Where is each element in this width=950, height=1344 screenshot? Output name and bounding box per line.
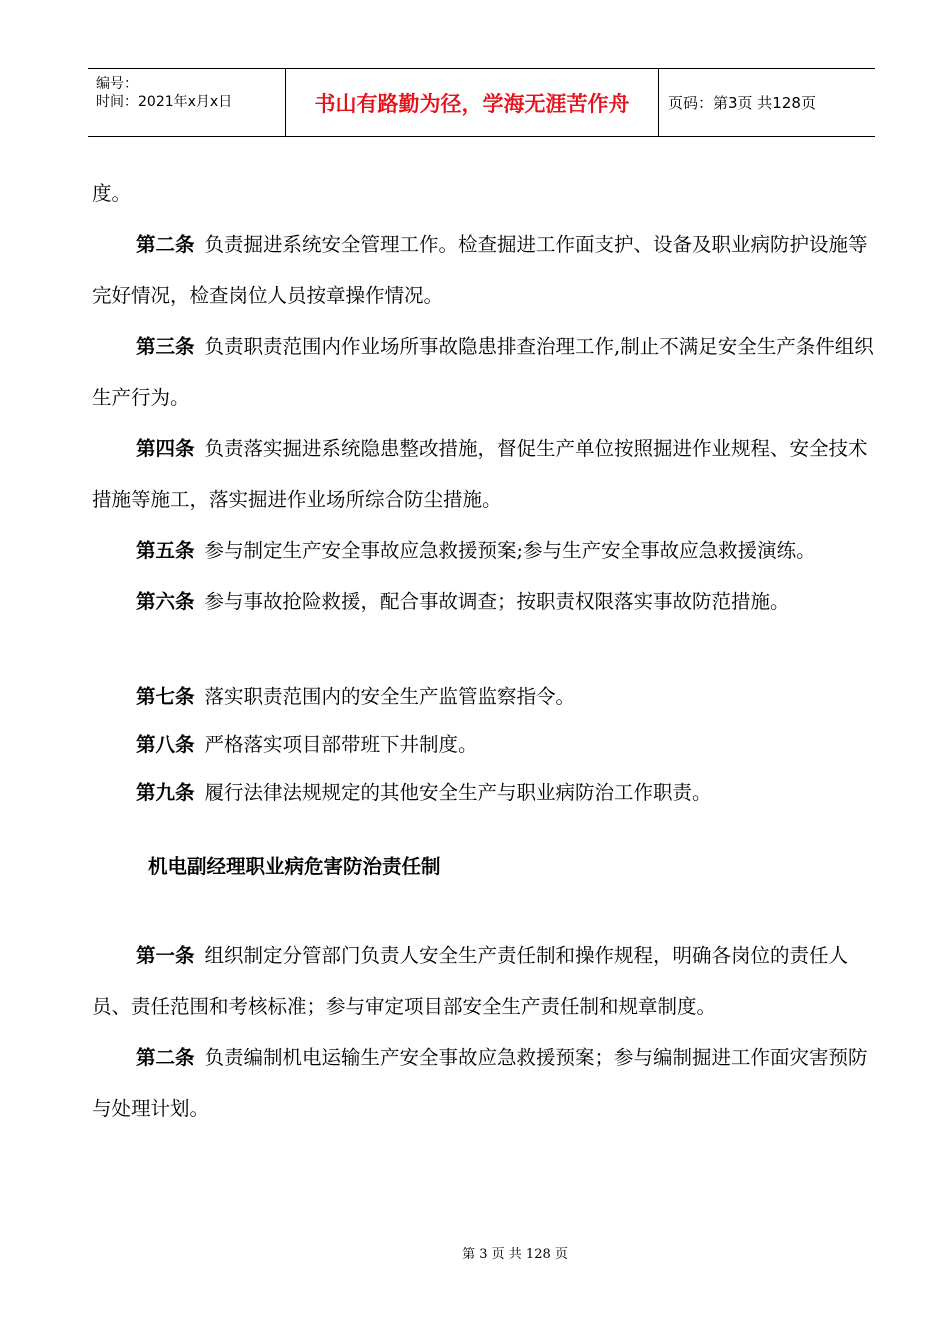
article-number: 第八条 — [136, 733, 195, 756]
document-number-label: 编号： — [96, 76, 138, 92]
header-page-info: 页码：第3页 共128页 — [668, 94, 816, 112]
article-number: 第五条 — [136, 539, 195, 562]
header-meta — [88, 69, 286, 136]
article-text: 履行法律法规规定的其他安全生产与职业病防治工作职责。 — [204, 781, 712, 804]
article — [92, 525, 882, 576]
page-footer: 第 3 页 共 128 页 — [462, 1247, 568, 1262]
article — [92, 721, 882, 769]
article-number: 第二条 — [136, 233, 195, 256]
document-body — [92, 168, 882, 1134]
document-date: 时间：2021年x月x日 — [96, 94, 233, 110]
article-text: 负责编制机电运输生产安全事故应急救援预案；参与编制掘进工作面灾害预防与处理计划。 — [92, 1046, 868, 1120]
page-header — [88, 68, 875, 137]
article-text: 参与制定生产安全事故应急救援预案;参与生产安全事故应急救援演练。 — [204, 539, 816, 562]
article — [92, 930, 882, 1032]
article-text: 负责掘进系统安全管理工作。检查掘进工作面支护、设备及职业病防护设施等完好情况，检查岗位人员按章操作情况。 — [92, 233, 868, 307]
article — [92, 219, 882, 321]
article-number: 第九条 — [136, 781, 195, 804]
article-text: 组织制定分管部门负责人安全生产责任制和操作规程，明确各岗位的责任人员、责任范围和考核标准；参与审定项目部安全生产责任制和规章制度。 — [92, 944, 849, 1018]
article — [92, 576, 882, 627]
continuation-text: 度。 — [92, 182, 132, 205]
article — [92, 321, 882, 423]
spacer — [92, 892, 882, 930]
spacer — [92, 817, 882, 841]
article-number: 第六条 — [136, 590, 195, 613]
article-text: 负责落实掘进系统隐患整改措施，督促生产单位按照掘进作业规程、安全技术措施等施工，落实掘进作业场所综合防尘措施。 — [92, 437, 868, 511]
section-title: 机电副经理职业病危害防治责任制 — [148, 855, 441, 878]
article-text: 负责职责范围内作业场所事故隐患排查治理工作,制止不满足安全生产条件组织生产行为。 — [92, 335, 874, 409]
spacer — [92, 627, 882, 673]
header-motto: 书山有路勤为径，学海无涯苦作舟 — [286, 69, 659, 136]
article-text: 严格落实项目部带班下井制度。 — [204, 733, 478, 756]
article-number: 第一条 — [136, 944, 195, 967]
article — [92, 769, 882, 817]
article — [92, 1032, 882, 1134]
article-text: 落实职责范围内的安全生产监管监察指令。 — [204, 685, 576, 708]
article-text: 参与事故抢险救援，配合事故调查；按职责权限落实事故防范措施。 — [204, 590, 790, 613]
article-number: 第二条 — [136, 1046, 195, 1069]
article — [92, 673, 882, 721]
article-number: 第七条 — [136, 685, 195, 708]
article — [92, 423, 882, 525]
article-number: 第四条 — [136, 437, 195, 460]
article-number: 第三条 — [136, 335, 195, 358]
